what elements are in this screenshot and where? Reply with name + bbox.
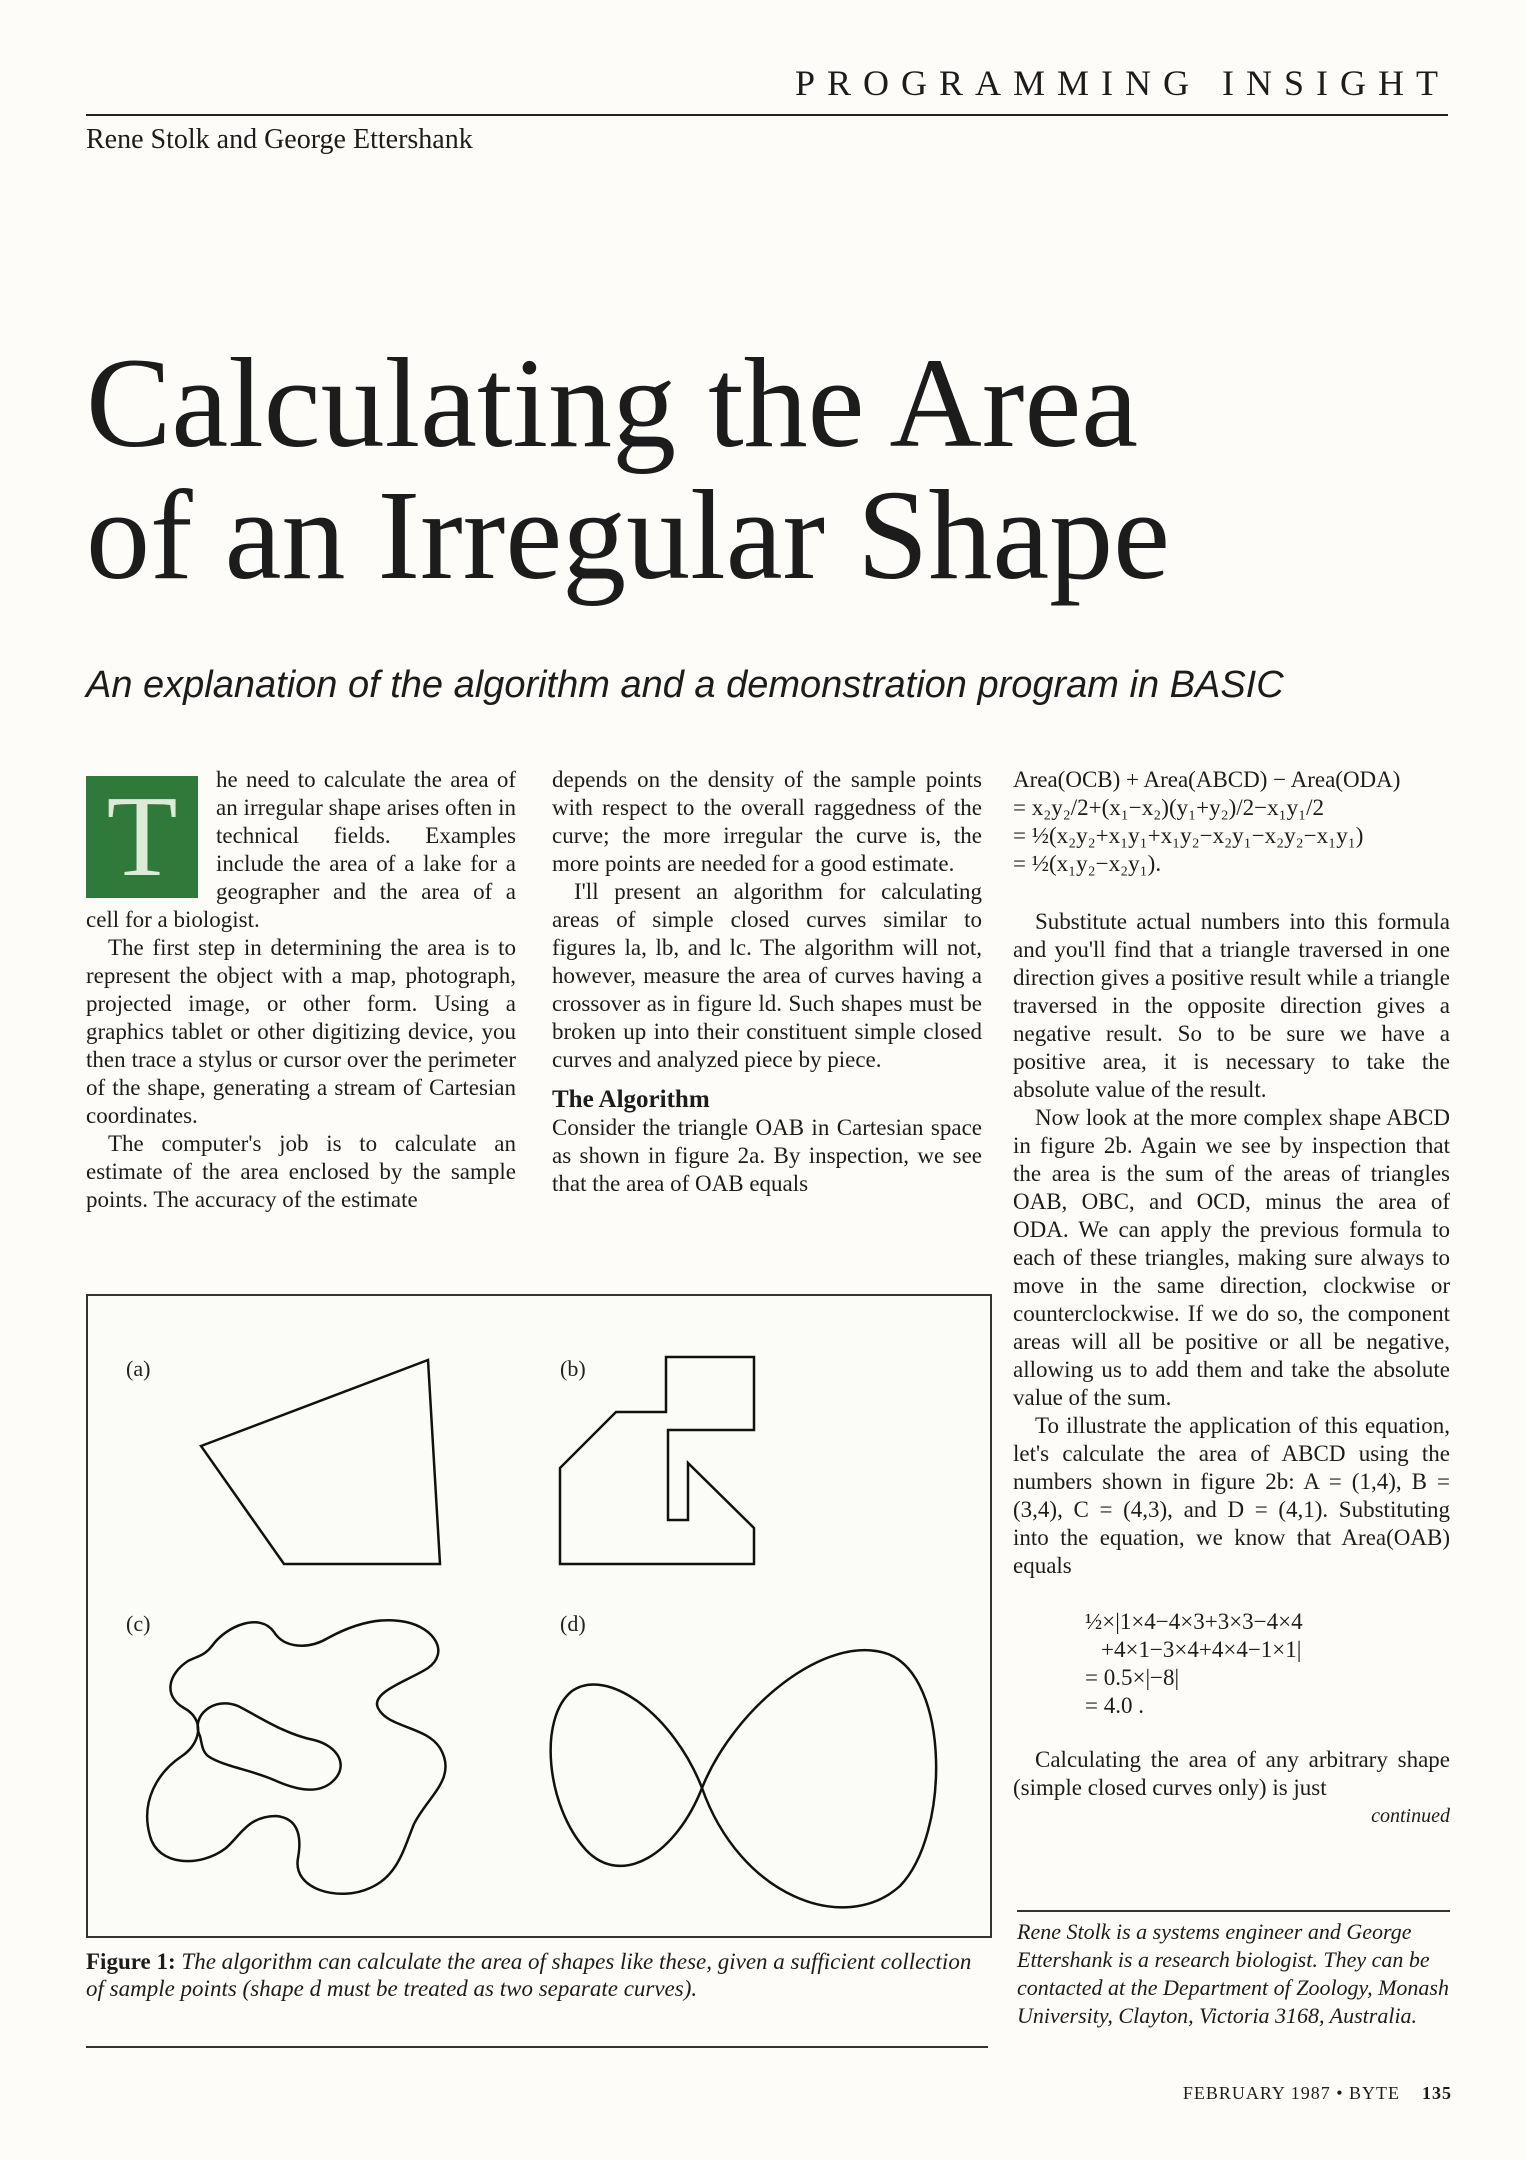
authors: Rene Stolk and George Ettershank: [86, 124, 473, 155]
article-subtitle: An explanation of the algorithm and a demonstration program in BASIC: [86, 664, 1284, 706]
equation-line: = x₂y₂/2+(x₁−x₂)(y₁+y₂)/2−x₁y₁/2: [1013, 795, 1325, 820]
paragraph: Calculating the area of any arbitrary shape (simple closed curves only) is just: [1013, 1747, 1450, 1800]
paragraph: The computer's job is to calculate an estimate of the area enclosed by the sample points. The accuracy of the estimate: [86, 1131, 516, 1212]
shape-a-quadrilateral: [201, 1360, 440, 1564]
calculation-line: = 4.0 .: [1085, 1693, 1144, 1718]
title-line-2: of an Irregular Shape: [86, 463, 1170, 606]
article-title: [86, 332, 1446, 606]
paragraph: Now look at the more complex shape ABCD in figure 2b. Again we see by inspection that the area is the sum of the areas of triangles OAB, OBC, and OCD, minus the area of ODA. We can apply the previous formula to each of these triangles, making sure always to move in the same direction, clockwise or counterclockwise. If we do so, the component areas will all be positive or all be negative, allowing us to add them and take the absolute value of the sum.: [1013, 1105, 1450, 1410]
equation-line: = ½(x₁y₂−x₂y₁).: [1013, 851, 1162, 876]
figure-1-drawing: [88, 1296, 990, 1936]
section-heading: The Algorithm: [552, 1086, 710, 1113]
shape-b-c-polygon: [560, 1357, 754, 1564]
calculation-line: +4×1−3×4+4×4−1×1|: [1101, 1637, 1302, 1662]
figure-label-d: (d): [560, 1611, 586, 1636]
paragraph: To illustrate the application of this equation, let's calculate the area of ABCD using the numbers shown in figure 2b: A = (1,4), B = (3,4), C = (4,3), and D = (4,1). Substituting into the equation, we know that Area(OAB) equals: [1013, 1413, 1450, 1578]
paragraph: Consider the triangle OAB in Cartesian space as shown in figure 2a. By inspection, we see that the area of OAB equals: [552, 1115, 982, 1196]
equation-block: [1013, 766, 1450, 878]
caption-rule: [86, 2046, 988, 2048]
figure-label-a: (a): [126, 1356, 151, 1381]
continued-note: continued: [1371, 1805, 1450, 1827]
paragraph: Substitute actual numbers into this formula and you'll find that a triangle traversed in one direction gives a positive result while a triangle traversed in the opposite direction gives a negative result. So to be sure we have a positive area, it is necessary to take the absolute value of the result.: [1013, 909, 1450, 1102]
author-bio: Rene Stolk is a systems engineer and George Ettershank is a research biologist. They can be contacted at the Department of Zoology, Monash University, Clayton, Victoria 3168, Australia.: [1017, 1919, 1449, 2028]
shape-d-figure-eight: [551, 1650, 936, 1907]
calculation-block: [1085, 1608, 1450, 1720]
paragraph: he need to calculate the area of an irregular shape arises often in technical fields. Examples include the area of a lake for a geographer and the area of a cell for a biologist.: [86, 767, 516, 932]
figure-label-c: (c): [126, 1611, 151, 1636]
equation-line: = ½(x₂y₂+x₁y₁+x₁y₂−x₂y₁−x₂y₂−x₁y₁): [1013, 823, 1364, 848]
figure-label-b: (b): [560, 1356, 586, 1381]
title-line-1: Calculating the Area: [86, 332, 1139, 474]
calculation-line: = 0.5×|−8|: [1085, 1665, 1180, 1690]
header-rule: [86, 114, 1448, 116]
caption-text: The algorithm can calculate the area of shapes like these, given a sufficient collection of sample points (shape d must be treated as two separate curves).: [86, 1949, 972, 2001]
paragraph: depends on the density of the sample points with respect to the overall raggedness of the curve; the more irregular the curve is, the more points are needed for a good estimate.: [552, 767, 982, 876]
column-3: [1013, 766, 1450, 1830]
figure-1: [86, 1294, 992, 1938]
calculation-line: ½×|1×4−4×3+3×3−4×4: [1085, 1609, 1303, 1634]
page-number: 135: [1422, 2083, 1452, 2103]
drop-cap: T: [86, 776, 198, 898]
footer-issue: FEBRUARY 1987 • BYTE: [1182, 2083, 1400, 2103]
column-2: [552, 766, 982, 1198]
caption-label: Figure 1:: [86, 1949, 176, 1974]
column-1: [86, 766, 516, 1214]
page-footer: [1000, 2083, 1452, 2104]
paragraph: The first step in determining the area is to represent the object with a map, photograph, projected image, or other form. Using a graphics tablet or other digitizing device, you then trace a stylus or cursor over the perimeter of the shape, generating a stream of Cartesian coordinates.: [86, 935, 516, 1128]
bio-rule: [1017, 1910, 1450, 1912]
paragraph: I'll present an algorithm for calculating areas of simple closed curves similar to figures la, lb, and lc. The algorithm will not, however, measure the area of curves having a crossover as in figure ld. Such shapes must be broken up into their constituent simple closed curves and analyzed piece by piece.: [552, 879, 982, 1072]
figure-caption: [86, 1948, 986, 2002]
shape-c-inner-lobe: [198, 1703, 341, 1789]
section-label: PROGRAMMING INSIGHT: [794, 63, 1450, 103]
shape-c-irregular-blob: [147, 1620, 445, 1894]
equation-line: Area(OCB) + Area(ABCD) − Area(ODA): [1013, 767, 1401, 792]
